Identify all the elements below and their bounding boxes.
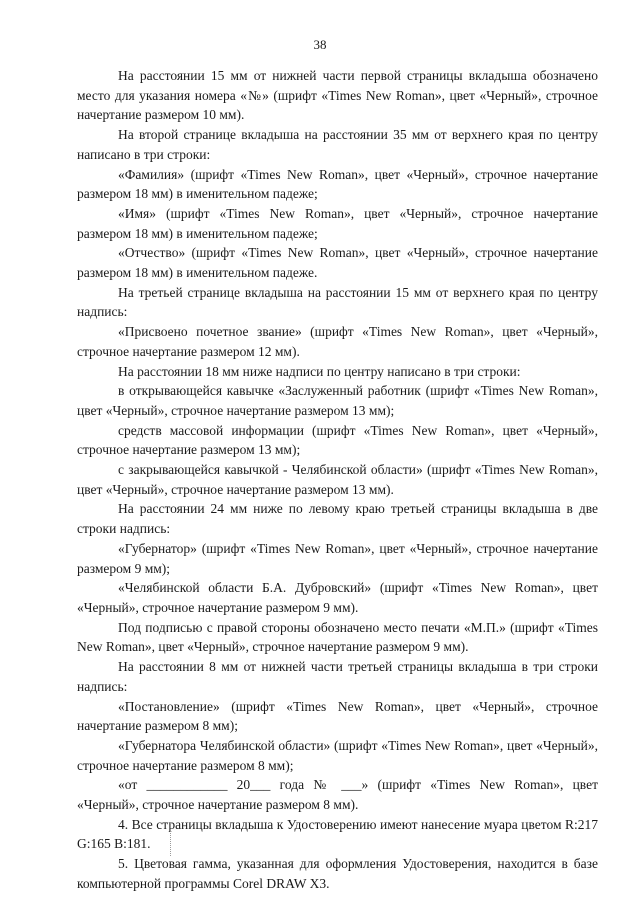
paragraph: «Присвоено почетное звание» (шрифт «Times New Roman», цвет «Черный», строчное начертание размером 12 мм).: [77, 324, 598, 359]
paragraph: «Фамилия» (шрифт «Times New Roman», цвет «Черный», строчное начертание размером 18 мм) в именительном падеже;: [77, 166, 598, 202]
paragraph: На расстоянии 15 мм от нижней части первой страницы вкладыша обозначено место для указания номера «№» (шрифт «Times New Roman», цвет «Черный», строчное начертание размером 10 мм).: [77, 68, 598, 123]
paragraph: «Имя» (шрифт «Times New Roman», цвет «Черный», строчное начертание размером 18 мм) в именительном падеже;: [77, 205, 598, 241]
paragraph: Под подписью с правой стороны обозначено место печати «М.П.» (шрифт «Times New Roman», цвет «Черный», строчное начертание размером 9 мм).: [77, 619, 598, 655]
paragraph: «Губернатора Челябинской области» (шрифт «Times New Roman», цвет «Черный», строчное начертание размером 8 мм);: [77, 737, 598, 773]
paragraph: «от ____________ 20___ года № ___» (шрифт «Times New Roman», цвет «Черный», строчное начертание размером 8 мм).: [77, 777, 598, 813]
paragraph: На расстоянии 24 мм ниже по левому краю третьей страницы вкладыша в две строки надпись:: [77, 501, 598, 537]
paragraph: «Отчество» (шрифт «Times New Roman», цвет «Черный», строчное начертание размером 18 мм) в именительном падеже.: [77, 245, 598, 281]
paragraph: 4. Все страницы вкладыша к Удостоверению имеют нанесение муара цветом R:217 G:165 B:181.: [77, 816, 598, 852]
paragraph: На третьей странице вкладыша на расстоянии 15 мм от верхнего края по центру надпись:: [77, 284, 598, 320]
paragraph: в открывающейся кавычке «Заслуженный работник (шрифт «Times New Roman», цвет «Черный», строчное начертание размером 13 мм);: [77, 383, 598, 418]
paragraph: На расстоянии 8 мм от нижней части третьей страницы вкладыша в три строки надпись:: [77, 659, 598, 694]
paragraph: На второй странице вкладыша на расстоянии 35 мм от верхнего края по центру написано в три строки:: [77, 127, 598, 162]
document-body: [77, 66, 598, 894]
paragraph: «Челябинской области Б.А. Дубровский» (шрифт «Times New Roman», цвет «Черный», строчное начертание размером 9 мм).: [77, 580, 598, 615]
paragraph: 5. Цветовая гамма, указанная для оформления Удостоверения, находится в базе компьютерной программы Corel DRAW X3.: [77, 856, 598, 891]
paragraph: «Губернатор» (шрифт «Times New Roman», цвет «Черный», строчное начертание размером 9 мм);: [77, 540, 598, 576]
scan-artifact-line: [170, 822, 173, 856]
paragraph: «Постановление» (шрифт «Times New Roman», цвет «Черный», строчное начертание размером 8 мм);: [77, 698, 598, 734]
paragraph: средств массовой информации (шрифт «Times New Roman», цвет «Черный», строчное начертание размером 13 мм);: [77, 422, 598, 458]
paragraph: На расстоянии 18 мм ниже надписи по центру написано в три строки:: [118, 363, 521, 379]
page-number: 38: [313, 37, 327, 52]
paragraph: с закрывающейся кавычкой - Челябинской области» (шрифт «Times New Roman», цвет «Черный», строчное начертание размером 13 мм).: [77, 462, 598, 497]
